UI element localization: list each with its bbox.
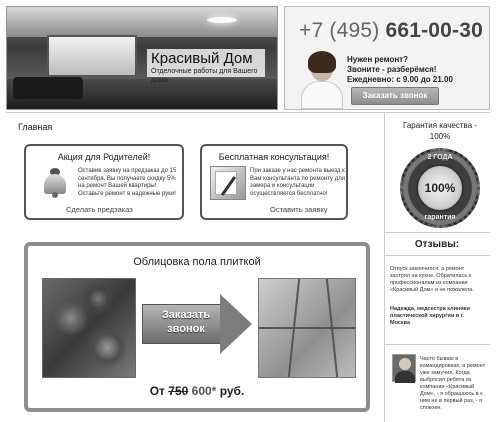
review-signature: Надежда, медсестра клиники пластической хирургии в г. Москва <box>390 306 470 326</box>
price <box>28 384 366 398</box>
operator-hair <box>308 51 336 73</box>
reviews-title: Отзывы: <box>414 239 460 250</box>
callback-button[interactable]: Заказать звонок <box>351 87 439 105</box>
seal-top-text: 2 ГОДА <box>427 154 453 161</box>
phone-number[interactable] <box>299 19 483 43</box>
promo-text: Оставив заявку на предзаказ до 15 сентября, Вы получаете скидку 5% на ремонт Вашей квартиры! Оставьте ремонт в надежные руки! <box>78 168 177 197</box>
promo-title: Акция для Родителей! <box>57 152 151 162</box>
site-subtitle: Отделочные работы для Вашего дома <box>151 68 258 84</box>
avatar-face <box>399 358 411 370</box>
seal-center <box>416 164 464 212</box>
promo-card-parents <box>24 144 184 220</box>
price-new: 600* <box>191 384 217 398</box>
seal-bottom-text: гарантия <box>424 214 456 221</box>
phone-prefix: +7 (495) <box>299 19 380 42</box>
site-title: Красивый Дом <box>151 50 253 67</box>
hand-writing-icon <box>210 166 246 200</box>
bell-icon <box>40 168 70 200</box>
contact-panel <box>284 6 490 110</box>
hero-window <box>47 35 137 77</box>
ceiling-lamp <box>207 17 237 23</box>
before-photo <box>42 278 136 378</box>
reviews-header <box>384 232 490 256</box>
promo-card-consultation <box>200 144 348 220</box>
operator-body <box>301 81 343 109</box>
price-unit: руб. <box>219 384 245 398</box>
arrow-right-icon <box>220 294 252 354</box>
hero-sofa <box>13 77 83 99</box>
phone-main: 661-00-30 <box>385 19 483 42</box>
header-divider <box>6 112 490 113</box>
contact-line: Звоните - разберёмся! <box>347 65 437 74</box>
preorder-link[interactable]: Сделать предзаказ <box>66 205 133 214</box>
contact-line: Нужен ремонт? <box>347 55 408 64</box>
promo-text: При заказе у нас ремонта выезд к Вам консультанта по ремонту для замера и консультации осуществляется бесплатно! <box>250 168 345 197</box>
promo-title: Бесплатная консультация! <box>218 152 330 162</box>
review-separator <box>384 344 490 345</box>
arrow-label: Заказать звонок <box>161 309 211 335</box>
logo-box[interactable] <box>147 49 265 84</box>
reviewer-avatar <box>392 354 416 382</box>
breadcrumb[interactable]: Главная <box>18 122 53 132</box>
order-call-arrow-button[interactable] <box>142 294 254 354</box>
price-old: 750 <box>168 384 189 398</box>
guarantee-seal-icon <box>400 148 480 228</box>
tile-offer-card <box>24 242 370 412</box>
hero-ceiling <box>7 7 277 37</box>
after-photo <box>258 278 356 378</box>
price-prefix: От <box>149 384 165 398</box>
avatar-torso <box>395 371 415 383</box>
hero-banner <box>6 6 278 110</box>
quality-title: Гарантия качества - 100% <box>402 121 478 141</box>
tile-grout <box>259 327 355 329</box>
offer-title: Облицовка пола плиткой <box>133 256 261 268</box>
operator-avatar <box>299 51 343 109</box>
review-text: Часто бываю в командировках, а ремонт уже замучил. Когда выбросил ребята из компании «Красивый Дом», - я обращаюсь в к ним не в первый раз, - я спокоен. <box>420 356 486 411</box>
review-text: Отпуск закончился, а ремонт застрял на кухне. Обратилась к профессионалам из компании «Красивый Дом» и не пожалела. <box>390 266 474 293</box>
bell-body <box>44 174 66 194</box>
seal-percent: 100% <box>424 181 456 195</box>
contact-line: Ежедневно: с 9.00 до 21.00 <box>347 75 453 84</box>
bell-clapper <box>52 192 58 198</box>
leave-request-link[interactable]: Оставить заявку <box>270 205 328 214</box>
contact-text <box>347 55 453 85</box>
sidebar-divider <box>384 112 385 422</box>
